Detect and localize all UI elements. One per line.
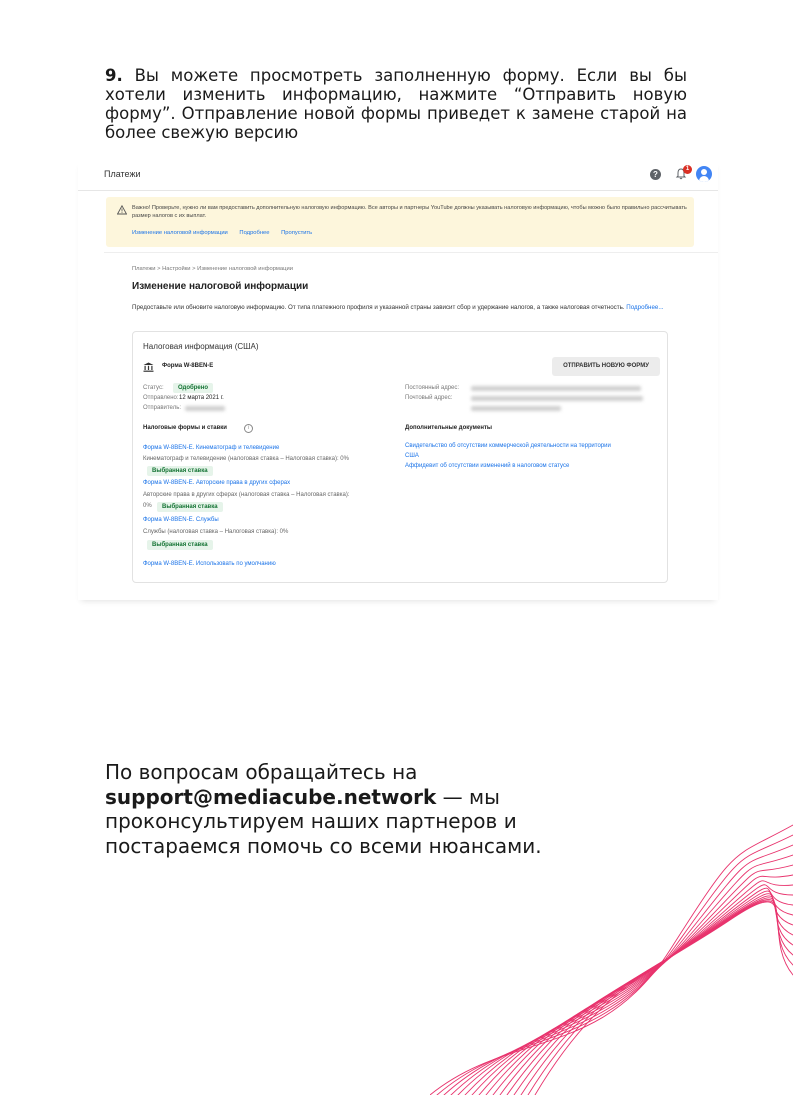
banner-text: Важно! Проверьте, нужно ли вам предоставить дополнительную налоговую информацию. Все авторы и партнеры YouTube должны указывать налоговую информацию, чтобы можно было правильно рассчитывать размер налогов с их выплат. — [132, 205, 687, 219]
status-badge: Одобрено — [173, 383, 213, 393]
bank-icon — [143, 362, 154, 372]
support-email[interactable]: support@mediacube.network — [105, 784, 437, 809]
decorative-waves — [430, 820, 793, 1095]
wave-line — [514, 898, 793, 1095]
tax-form-link-default[interactable]: Форма W-8BEN-E. Использовать по умолчанию — [143, 561, 276, 567]
additional-docs-heading: Дополнительные документы — [405, 425, 492, 431]
wave-line — [528, 901, 793, 1095]
mailing-address-label: Почтовый адрес: — [405, 395, 453, 401]
doc-link-affidavit[interactable]: Аффидевит об отсутствии изменений в налоговом статусе — [405, 463, 570, 469]
help-icon[interactable]: ? — [650, 169, 661, 180]
intro-text: Вы можете просмотреть заполненную форму. Если вы бы хотели изменить информацию, нажмите “Отправить новую форму”. Отправление новой формы приведет к замене старой на более свежую версию — [105, 66, 687, 142]
selected-rate-badge: Выбранная ставка — [157, 502, 223, 512]
intro-paragraph — [105, 66, 687, 142]
notification-badge: 1 — [683, 165, 692, 174]
doc-link-usa[interactable]: США — [405, 453, 419, 459]
tax-form-detail-copyright-rate: 0% — [143, 503, 152, 509]
status-label: Статус: — [143, 385, 164, 391]
contact-line-3: проконсультируем наших партнеров и — [105, 809, 517, 833]
divider — [104, 252, 718, 253]
wave-line — [507, 896, 793, 1095]
tax-form-detail-services: Службы (налоговая ставка – Налоговая ставка): 0% — [143, 529, 289, 535]
tax-form-link-services[interactable]: Форма W-8BEN-E. Службы — [143, 517, 219, 523]
selected-rate-badge: Выбранная ставка — [147, 466, 213, 476]
wave-line — [535, 902, 793, 1095]
banner-link-edit-tax[interactable]: Изменение налоговой информации — [132, 230, 228, 236]
mailing-address-redacted — [471, 396, 643, 401]
submit-new-form-button[interactable]: ОТПРАВИТЬ НОВУЮ ФОРМУ — [552, 357, 660, 376]
breadcrumb: Платежи > Настройки > Изменение налоговой информации — [132, 266, 293, 272]
sent-date: 12 марта 2021 г. — [179, 395, 224, 401]
page-description: Предоставьте или обновите налоговую информацию. От типа платежного профиля и указанной страны зависит сбор и удержание налогов, а также налоговая отчетность. Подробнее... — [132, 304, 664, 311]
tax-form-detail-copyright: Авторские права в других сферах (налоговая ставка – Налоговая ставка): — [143, 492, 350, 498]
contact-line-4: постараемся помочь со всеми нюансами. — [105, 833, 542, 858]
wave-line — [430, 825, 793, 1095]
contact-line-2: support@mediacube.network — мы — [105, 784, 500, 809]
wave-line — [493, 891, 793, 1095]
warning-banner — [106, 197, 694, 247]
wave-line — [437, 835, 793, 1095]
page-title: Изменение налоговой информации — [132, 281, 309, 292]
wave-line — [500, 894, 793, 1095]
sender-redacted — [185, 406, 225, 411]
selected-rate-badge: Выбранная ставка — [147, 540, 213, 550]
wave-line — [486, 888, 793, 1095]
wave-line — [444, 845, 793, 1095]
banner-link-more[interactable]: Подробнее — [239, 230, 270, 236]
info-icon[interactable]: i — [244, 424, 253, 433]
banner-links — [132, 230, 322, 236]
tax-info-card — [132, 331, 668, 583]
sent-label: Отправлено: — [143, 395, 179, 401]
mailing-address-redacted-2 — [471, 406, 561, 411]
form-name: Форма W-8BEN-E — [162, 363, 214, 369]
doc-link-no-business[interactable]: Свидетельство об отсутствии коммерческой деятельности на территории — [405, 443, 611, 449]
top-bar — [78, 160, 718, 191]
wave-line — [479, 885, 793, 1095]
sender-label: Отправитель: — [143, 405, 181, 411]
tax-form-link-copyright[interactable]: Форма W-8BEN-E. Авторские права в других сферах — [143, 480, 291, 486]
avatar[interactable] — [696, 166, 712, 182]
step-number: 9. — [105, 66, 123, 85]
permanent-address-label: Постоянный адрес: — [405, 385, 460, 391]
tax-form-link-film[interactable]: Форма W-8BEN-E. Кинематограф и телевидение — [143, 445, 280, 451]
tax-forms-heading: Налоговые формы и ставки — [143, 425, 227, 431]
banner-link-skip[interactable]: Пропустить — [281, 230, 313, 236]
wave-line — [521, 899, 793, 1095]
warning-icon — [117, 205, 127, 215]
payments-screenshot — [78, 160, 718, 600]
contact-line-1: По вопросам обращайтесь на — [105, 760, 418, 784]
header-title: Платежи — [104, 169, 141, 179]
card-title: Налоговая информация (США) — [143, 342, 259, 351]
permanent-address-redacted — [471, 386, 641, 391]
tax-form-detail-film: Кинематограф и телевидение (налоговая ставка – Налоговая ставка): 0% — [143, 456, 349, 462]
description-more-link[interactable]: Подробнее... — [626, 304, 664, 311]
